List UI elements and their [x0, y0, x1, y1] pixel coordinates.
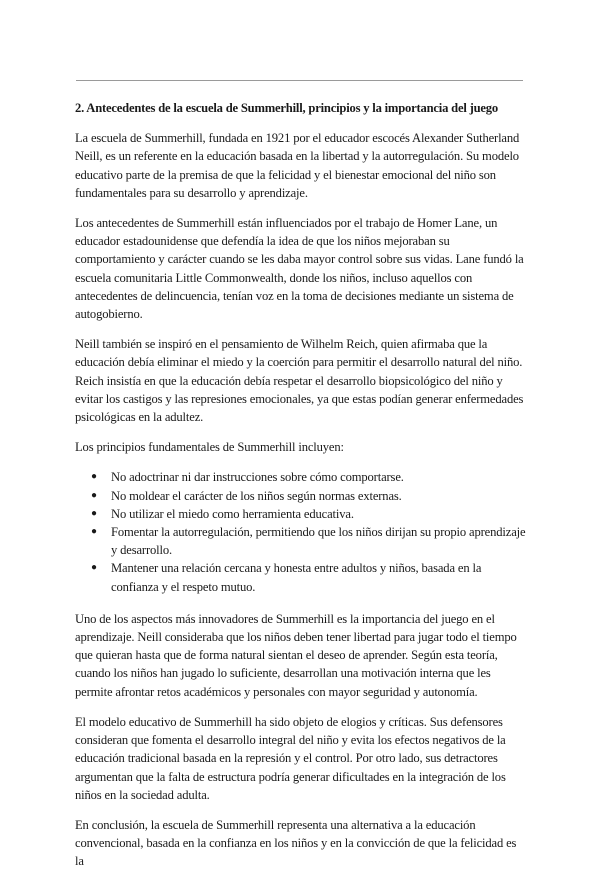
bullet-icon: ●: [91, 471, 97, 483]
bullet-icon: ●: [91, 562, 97, 574]
bullet-icon: ●: [91, 526, 97, 538]
paragraph-wilhelm-reich: Neill también se inspiró en el pensamiento de Wilhelm Reich, quien afirmaba que la educación debía eliminar el miedo y la coerción para permitir el desarrollo natural del niño. Reich insistía en que la educación debía respetar el desarrollo biopsicológico del niño y evitar los castigos y las represiones emocionales, ya que estas podían generar enfermedades psicológicas en la adultez.: [75, 337, 524, 425]
header-divider: [76, 80, 523, 81]
list-item: [91, 559, 527, 595]
paragraph-importance-of-play: Uno de los aspectos más innovadores de Summerhill es la importancia del juego en el aprendizaje. Neill consideraba que los niños deben tener libertad para jugar todo el tiempo que quieran hasta que de forma natural sientan el deseo de aprender. Según esta teoría, cuando los niños han jugado lo suficiente, desarrollan una motivación interna que les permite afrontar retos académicos y personales con mayor seguridad y autonomía.: [75, 611, 517, 699]
document-body: [75, 99, 527, 883]
bullet-icon: ●: [91, 489, 97, 501]
list-item: [91, 505, 527, 523]
list-item-text: No utilizar el miedo como herramienta educativa.: [111, 506, 354, 521]
paragraph-conclusion: En conclusión, la escuela de Summerhill representa una alternativa a la educación convencional, basada en la confianza en los niños y en la convicción de que la felicidad es la: [75, 817, 517, 869]
paragraph-principles-intro: Los principios fundamentales de Summerhill incluyen:: [75, 440, 344, 455]
list-item-text: No moldear el carácter de los niños según normas externas.: [111, 488, 402, 503]
list-item: [91, 468, 527, 486]
section-heading: 2. Antecedentes de la escuela de Summerhill, principios y la importancia del juego: [75, 101, 498, 115]
list-item: [91, 523, 527, 559]
paragraph-founding: La escuela de Summerhill, fundada en 1921 por el educador escocés Alexander Sutherland Neill, es un referente en la educación basada en la libertad y la autorregulación. Su modelo educativo parte de la premisa de que la felicidad y el bienestar emocional del niño son fundamentales para su desarrollo y aprendizaje.: [75, 131, 520, 200]
principles-list: [75, 468, 527, 595]
list-item: [91, 487, 527, 505]
paragraph-praise-and-criticism: El modelo educativo de Summerhill ha sido objeto de elogios y críticas. Sus defensores consideran que fomenta el desarrollo integral del niño y evita los efectos negativos de la educación tradicional basada en la represión y el control. Por otro lado, sus detractores argumentan que la falta de estructura podría generar dificultades en la integración de los niños en la sociedad adulta.: [75, 714, 506, 802]
list-item-text: Fomentar la autorregulación, permitiendo que los niños dirijan su propio aprendizaje y desarrollo.: [111, 525, 526, 558]
list-item-text: Mantener una relación cercana y honesta entre adultos y niños, basada en la confianza y el respeto mutuo.: [111, 561, 482, 594]
paragraph-homer-lane: Los antecedentes de Summerhill están influenciados por el trabajo de Homer Lane, un educador estadounidense que defendía la idea de que los niños mejoraban su comportamiento y carácter cuando se les daba mayor control sobre sus vidas. Lane fundó la escuela comunitaria Little Commonwealth, donde los niños, incluso aquellos con antecedentes de delincuencia, tenían voz en la toma de decisiones mediante un sistema de autogobierno.: [75, 216, 524, 322]
list-item-text: No adoctrinar ni dar instrucciones sobre cómo comportarse.: [111, 470, 404, 485]
bullet-icon: ●: [91, 507, 97, 519]
